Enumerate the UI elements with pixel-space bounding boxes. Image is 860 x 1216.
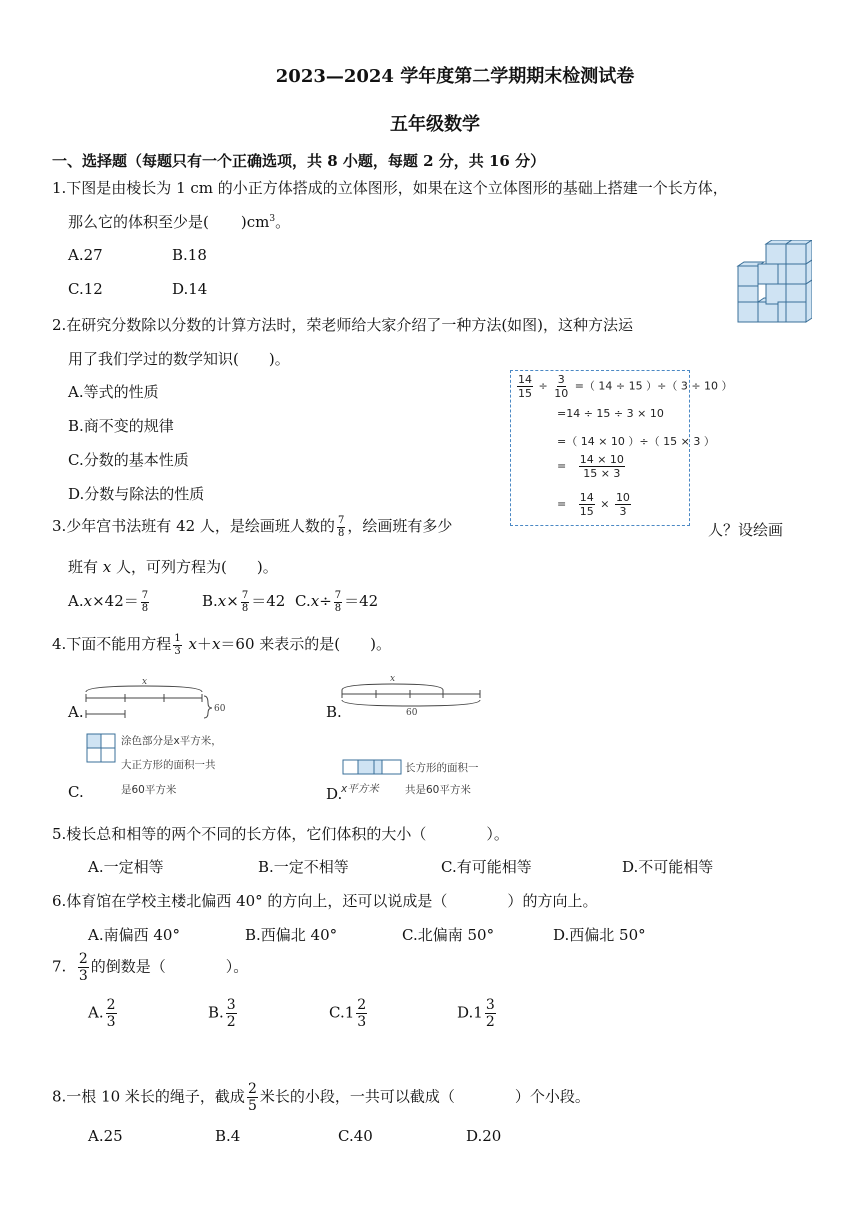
q4-b-x-label: x [390,674,396,684]
q3-option-b[interactable]: B.x× $\frac{7}{8}$ ＝42 [202,589,286,614]
q6-option-d[interactable]: D.西偏北 50° [553,926,646,944]
section-heading: 一、选择题（每题只有一个正确选项，共 8 小题，每题 2 分，共 16 分） [52,152,546,170]
calc-row-3: =（ 14 × 10 ）÷（ 15 × 3 ） [557,435,715,448]
q8-stem: 8.一根 10 米长的绳子，截成 $\frac{2}{5}$ 米长的小段，一共可以截成（ ）个小段。 [52,1081,590,1114]
q3-line1: 3.少年宫书法班有 42 人，是绘画班人数的 $\frac{7}{8}$ ，绘画班有多少 [52,514,453,539]
q7-stem: 7. $\frac{2}{3}$ 的倒数是（ ）。 [52,951,249,984]
q4-option-d[interactable]: D. [326,785,343,803]
q6-option-b[interactable]: B.西偏北 40° [245,926,338,944]
q4-option-c[interactable]: C. [68,783,84,801]
q6-option-a[interactable]: A.南偏西 40° [88,926,180,944]
q2-option-d[interactable]: D.分数与除法的性质 [68,485,205,503]
q3-option-c[interactable]: C.x÷ $\frac{7}{8}$ ＝42 [295,589,379,614]
q3-line2: 班有 x 人，可列方程为( )。 [68,558,278,576]
q4-a-60-label: 60 [214,704,226,714]
q4-a-x-label: x [142,677,148,687]
q6-stem: 6.体育馆在学校主楼北偏西 40° 的方向上，还可以说成是（ ）的方向上。 [52,892,598,910]
q7-option-b[interactable]: B. $\frac{3}{2}$ [208,997,236,1030]
calc-row-1: $\frac{14}{15}$ ÷ $\frac{3}{10}$ =（ 14 ÷ 15 ）÷（ 3 ÷ 10 ） [518,373,733,400]
q5-stem: 5.棱长总和相等的两个不同的长方体，它们体积的大小（ ）。 [52,825,509,843]
q3-option-a[interactable]: A.x×42＝ $\frac{7}{8}$ [68,589,149,614]
q4-c-text-1: 涂色部分是x平方米， [121,735,222,747]
q8-option-c[interactable]: C.40 [338,1127,373,1145]
calc-row-5: = $\frac{14}{15}$ × $\frac{10}{3}$ [557,491,630,518]
q7-option-d[interactable]: D.1 $\frac{3}{2}$ [457,997,495,1030]
q2-line1: 2.在研究分数除以分数的计算方法时，荣老师给大家介绍了一种方法(如图)，这种方法运 [52,316,634,334]
q4-a-segment-diagram [84,672,234,720]
q2-line2: 用了我们学过的数学知识( )。 [68,350,290,368]
calc-row-4: = $\frac{14 \times 10}{15 \times 3}$ [557,453,624,480]
exam-subtitle: 五年级数学 [390,114,480,135]
q4-d-text-2: 共是60平方米 [405,784,471,796]
q7-option-c[interactable]: C.1 $\frac{2}{3}$ [329,997,367,1030]
q4-d-x-label: x平方米 [341,783,379,795]
q1-option-a[interactable]: A.27 [68,246,103,264]
q1-line2: 那么它的体积至少是( )$cm^3$。 [68,213,291,231]
q4-option-a[interactable]: A. [68,703,84,721]
q4-d-text-1: 长方形的面积一 [405,762,479,774]
q8-option-d[interactable]: D.20 [466,1127,502,1145]
calc-row-2: =14 ÷ 15 ÷ 3 × 10 [557,407,664,420]
q1-option-c[interactable]: C.12 [68,280,103,298]
q8-option-b[interactable]: B.4 [215,1127,241,1145]
q2-option-c[interactable]: C.分数的基本性质 [68,451,189,469]
q4-stem: 4.下面不能用方程 $\frac{1}{3}$ x＋x＝60 来表示的是( )。 [52,632,391,657]
q1-option-d[interactable]: D.14 [172,280,208,298]
q4-c-text-3: 是60平方米 [121,784,177,796]
q4-c-square-grid [86,733,116,763]
q2-option-a[interactable]: A.等式的性质 [68,383,159,401]
q4-b-60-label: 60 [406,708,418,716]
q1-line1: 1.下图是由棱长为 1 cm 的小正方体搭成的立体图形，如果在这个立体图形的基础上搭建一个长方体， [52,179,728,197]
q5-option-d[interactable]: D.不可能相等 [622,858,714,876]
q8-option-a[interactable]: A.25 [88,1127,123,1145]
q4-b-segment-diagram [340,672,485,716]
q5-option-c[interactable]: C.有可能相等 [441,858,532,876]
q3-line1-end: 人？设绘画 [708,521,784,539]
q4-c-text-2: 大正方形的面积一共 [121,759,216,771]
q4-d-rectangle [342,759,402,777]
q1-option-b[interactable]: B.18 [172,246,207,264]
q7-option-a[interactable]: A. $\frac{2}{3}$ [88,997,116,1030]
q5-option-b[interactable]: B.一定不相等 [258,858,349,876]
q6-option-c[interactable]: C.北偏南 50° [402,926,495,944]
exam-title: 2023—2024 学年度第二学期期末检测试卷 [275,66,635,87]
q2-option-b[interactable]: B.商不变的规律 [68,417,174,435]
q5-option-a[interactable]: A.一定相等 [88,858,164,876]
cube-stack-figure [732,240,812,324]
q4-option-b[interactable]: B. [326,703,342,721]
